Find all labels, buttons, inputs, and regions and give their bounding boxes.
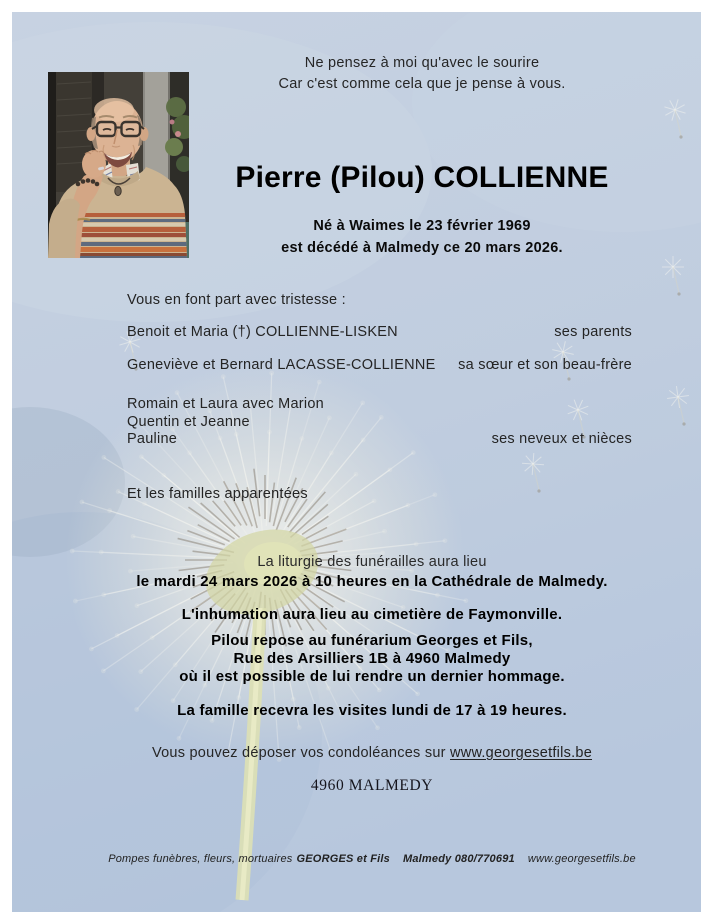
- announcement-intro: Vous en font part avec tristesse :: [127, 292, 346, 308]
- family-names: [127, 396, 324, 449]
- family-name-line: Quentin et Jeanne: [127, 413, 250, 430]
- repose-line-1: Pilou repose au funérarium Georges et Fils,: [211, 632, 533, 649]
- repose-line-3: où il est possible de lui rendre un dernier hommage.: [179, 668, 565, 685]
- family-row-parents: [127, 324, 632, 342]
- footer-company: GEORGES et Fils: [296, 853, 390, 865]
- funeral-announcement-card: [12, 12, 701, 912]
- footer-phone: Malmedy 080/770691: [402, 853, 515, 865]
- birth-death-dates: [142, 215, 701, 259]
- liturgy-block: [42, 553, 701, 591]
- family-name-line: Romain et Laura avec Marion: [127, 396, 324, 412]
- footer-website: www.georgesetfils.be: [527, 853, 636, 865]
- family-relation: sa sœur et son beau-frère: [458, 357, 632, 373]
- city-line: 4960 MALMEDY: [310, 777, 434, 794]
- condolences-text: Vous pouvez déposer vos condoléances sur: [151, 745, 446, 761]
- deceased-name: Pierre (Pilou) COLLIENNE: [235, 161, 609, 194]
- footer-services: Pompes funèbres, fleurs, mortuaires: [108, 853, 293, 865]
- liturgy-intro: La liturgie des funérailles aura lieu: [257, 554, 487, 570]
- visits-line: La famille recevra les visites lundi de 17 à 19 heures.: [177, 702, 567, 719]
- memorial-quote: [142, 53, 701, 95]
- related-families-line: Et les familles apparentées: [127, 486, 308, 502]
- condolences-line: [42, 745, 701, 761]
- quote-line-1: Ne pensez à moi qu'avec le sourire: [304, 55, 540, 71]
- family-name-line: Pauline: [127, 431, 178, 447]
- family-relation: ses parents: [554, 324, 632, 340]
- death-line: est décédé à Malmedy ce 20 mars 2026.: [281, 240, 563, 256]
- birth-line: Né à Waimes le 23 février 1969: [313, 218, 531, 234]
- family-names: Geneviève et Bernard LACASSE-COLLIENNE: [127, 357, 436, 373]
- quote-line-2: Car c'est comme cela que je pense à vous.: [278, 76, 566, 92]
- family-row-nephews: [127, 396, 632, 449]
- burial-line: L'inhumation aura lieu au cimetière de Faymonville.: [181, 606, 563, 623]
- family-relation: ses neveux et nièces: [491, 431, 632, 447]
- funeral-home-footer: [42, 853, 701, 865]
- family-row-sister: [127, 357, 632, 375]
- liturgy-details: le mardi 24 mars 2026 à 10 heures en la Cathédrale de Malmedy.: [136, 573, 608, 590]
- family-names: Benoit et Maria (†) COLLIENNE-LISKEN: [127, 324, 398, 340]
- repose-block: [42, 632, 701, 686]
- repose-line-2: Rue des Arsilliers 1B à 4960 Malmedy: [233, 650, 511, 667]
- condolences-website-link[interactable]: www.georgesetfils.be: [450, 745, 593, 761]
